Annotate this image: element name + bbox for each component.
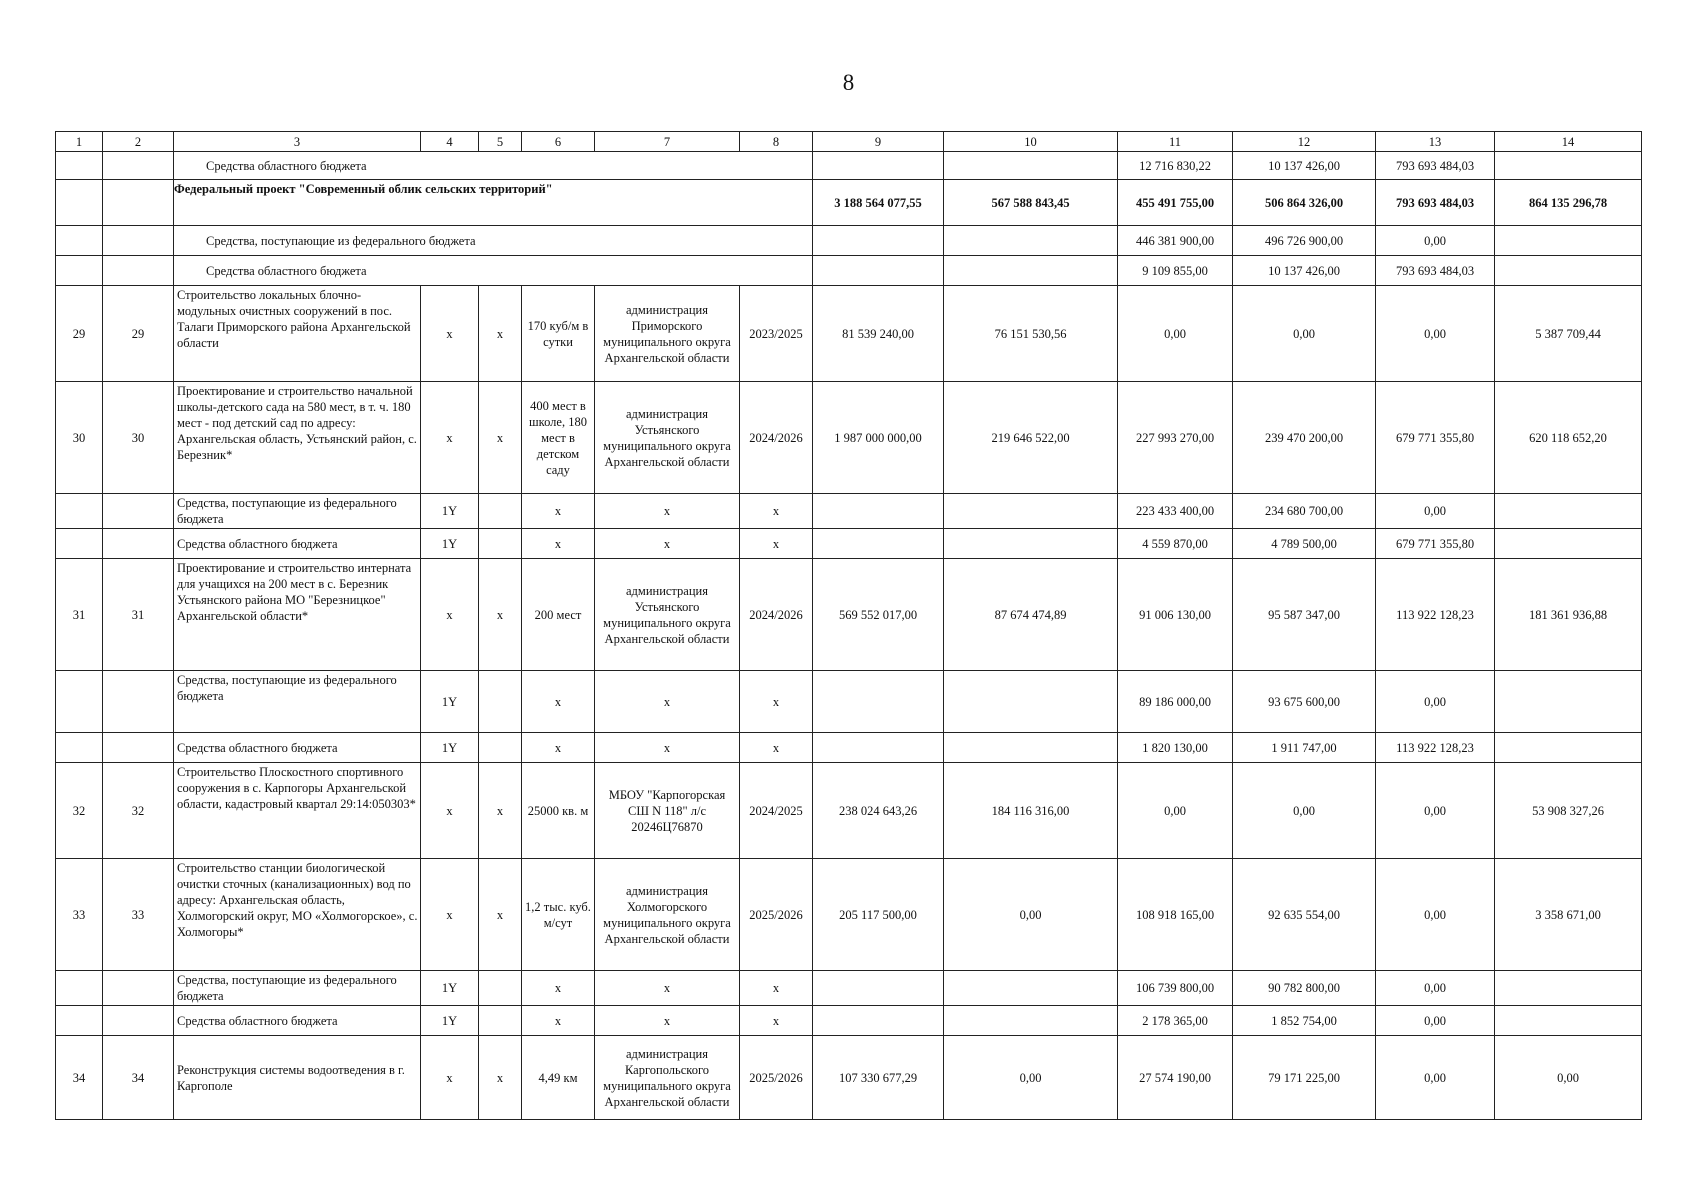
cell: х (479, 859, 522, 971)
row-number: 33 (56, 859, 103, 971)
amount-cell: 90 782 800,00 (1233, 971, 1376, 1006)
column-number: 5 (479, 132, 522, 152)
amount-cell: 91 006 130,00 (1118, 559, 1233, 671)
amount-cell: 92 635 554,00 (1233, 859, 1376, 971)
customer-cell: администрация Устьянского муниципального округа Архангельской области (595, 559, 740, 671)
amount-cell: 12 716 830,22 (1118, 152, 1233, 180)
object-number: 31 (103, 559, 174, 671)
customer-cell: администрация Холмогорского муниципального округа Архангельской области (595, 859, 740, 971)
row-number: 31 (56, 559, 103, 671)
row-number: 30 (56, 382, 103, 494)
cell: х (740, 671, 813, 733)
amount-cell: 223 433 400,00 (1118, 494, 1233, 529)
object-name: Проектирование и строительство начальной школы-детского сада на 580 мест, в т. ч. 180 мест - под детский сад по адресу: Архангельская область, Устьянский район, с. Березник* (174, 382, 421, 494)
amount-cell: 113 922 128,23 (1376, 733, 1495, 763)
amount-cell: 81 539 240,00 (813, 286, 944, 382)
object-name: Строительство локальных блочно-модульных очистных сооружений в пос. Талаги Приморского района Архангельской области (174, 286, 421, 382)
amount-cell: 0,00 (1118, 763, 1233, 859)
table-row (56, 971, 1642, 1006)
cell: х (522, 494, 595, 529)
budget-table (55, 131, 1642, 1120)
table-row (56, 180, 1642, 226)
amount-cell: 446 381 900,00 (1118, 226, 1233, 256)
customer-cell: администрация Устьянского муниципального округа Архангельской области (595, 382, 740, 494)
amount-cell: 95 587 347,00 (1233, 559, 1376, 671)
cell: х (595, 733, 740, 763)
column-number: 9 (813, 132, 944, 152)
cell: х (479, 382, 522, 494)
table-row (56, 152, 1642, 180)
row-number: 34 (56, 1036, 103, 1120)
column-number: 10 (944, 132, 1118, 152)
amount-cell: 0,00 (1118, 286, 1233, 382)
cell: 1Y (421, 529, 479, 559)
amount-cell: 679 771 355,80 (1376, 529, 1495, 559)
cell: х (522, 1006, 595, 1036)
object-number: 34 (103, 1036, 174, 1120)
table-row (56, 286, 1642, 382)
table-row (56, 382, 1642, 494)
column-number: 14 (1495, 132, 1642, 152)
table-row (56, 226, 1642, 256)
amount-cell: 793 693 484,03 (1376, 180, 1495, 226)
column-number: 11 (1118, 132, 1233, 152)
amount-cell: 506 864 326,00 (1233, 180, 1376, 226)
object-number: 29 (103, 286, 174, 382)
column-number: 8 (740, 132, 813, 152)
amount-cell: 4 559 870,00 (1118, 529, 1233, 559)
object-number: 33 (103, 859, 174, 971)
capacity-cell: 400 мест в школе, 180 мест в детском саду (522, 382, 595, 494)
capacity-cell: 170 куб/м в сутки (522, 286, 595, 382)
cell: х (595, 1006, 740, 1036)
period-cell: 2025/2026 (740, 1036, 813, 1120)
cell: х (595, 671, 740, 733)
amount-cell: 0,00 (1233, 286, 1376, 382)
cell: х (421, 559, 479, 671)
cell: х (479, 763, 522, 859)
table-row (56, 859, 1642, 971)
amount-cell: 79 171 225,00 (1233, 1036, 1376, 1120)
amount-cell: 567 588 843,45 (944, 180, 1118, 226)
amount-cell: 87 674 474,89 (944, 559, 1118, 671)
row-number: 29 (56, 286, 103, 382)
customer-cell: администрация Приморского муниципального округа Архангельской области (595, 286, 740, 382)
amount-cell: 0,00 (1376, 763, 1495, 859)
table-row (56, 256, 1642, 286)
amount-cell: 239 470 200,00 (1233, 382, 1376, 494)
amount-cell: 1 911 747,00 (1233, 733, 1376, 763)
object-name: Строительство станции биологической очистки сточных (канализационных) вод по адресу: Архангельская область, Холмогорский округ, МО «Холмогорское», с. Холмогоры* (174, 859, 421, 971)
cell: х (740, 733, 813, 763)
funding-source: Средства областного бюджета (174, 529, 421, 559)
amount-cell: 2 178 365,00 (1118, 1006, 1233, 1036)
funding-source: Средства областного бюджета (174, 733, 421, 763)
cell: 1Y (421, 671, 479, 733)
amount-cell: 76 151 530,56 (944, 286, 1118, 382)
page-number: 8 (842, 70, 855, 95)
federal-project-title: Федеральный проект "Современный облик сельских территорий" (174, 180, 813, 226)
funding-source: Средства, поступающие из федерального бюджета (174, 971, 421, 1006)
cell: х (595, 494, 740, 529)
table-row (56, 1036, 1642, 1120)
amount-cell: 0,00 (1376, 286, 1495, 382)
row-label: Средства, поступающие из федерального бюджета (174, 226, 813, 256)
object-name: Реконструкция системы водоотведения в г. Каргополе (174, 1036, 421, 1120)
amount-cell: 864 135 296,78 (1495, 180, 1642, 226)
column-number-row (56, 132, 1642, 152)
cell: х (421, 859, 479, 971)
amount-cell: 0,00 (1376, 1006, 1495, 1036)
amount-cell: 0,00 (1233, 763, 1376, 859)
funding-source: Средства, поступающие из федерального бюджета (174, 494, 421, 529)
cell: х (421, 286, 479, 382)
amount-cell: 10 137 426,00 (1233, 256, 1376, 286)
amount-cell: 219 646 522,00 (944, 382, 1118, 494)
amount-cell: 113 922 128,23 (1376, 559, 1495, 671)
column-number: 3 (174, 132, 421, 152)
table-row (56, 671, 1642, 733)
cell: х (522, 971, 595, 1006)
row-number: 32 (56, 763, 103, 859)
column-number: 4 (421, 132, 479, 152)
period-cell: 2024/2025 (740, 763, 813, 859)
period-cell: 2024/2026 (740, 559, 813, 671)
capacity-cell: 200 мест (522, 559, 595, 671)
object-number: 30 (103, 382, 174, 494)
funding-source: Средства, поступающие из федерального бюджета (174, 671, 421, 733)
cell: х (421, 1036, 479, 1120)
amount-cell: 0,00 (944, 1036, 1118, 1120)
amount-cell: 234 680 700,00 (1233, 494, 1376, 529)
capacity-cell: 1,2 тыс. куб. м/сут (522, 859, 595, 971)
amount-cell: 455 491 755,00 (1118, 180, 1233, 226)
cell: х (421, 763, 479, 859)
amount-cell: 9 109 855,00 (1118, 256, 1233, 286)
column-number: 13 (1376, 132, 1495, 152)
amount-cell: 1 820 130,00 (1118, 733, 1233, 763)
amount-cell: 793 693 484,03 (1376, 256, 1495, 286)
period-cell: 2023/2025 (740, 286, 813, 382)
funding-source: Средства областного бюджета (174, 1006, 421, 1036)
amount-cell: 569 552 017,00 (813, 559, 944, 671)
customer-cell: администрация Каргопольского муниципального округа Архангельской области (595, 1036, 740, 1120)
cell: х (740, 494, 813, 529)
amount-cell: 5 387 709,44 (1495, 286, 1642, 382)
object-number: 32 (103, 763, 174, 859)
column-number: 7 (595, 132, 740, 152)
column-number: 12 (1233, 132, 1376, 152)
capacity-cell: 25000 кв. м (522, 763, 595, 859)
cell: х (479, 1036, 522, 1120)
capacity-cell: 4,49 км (522, 1036, 595, 1120)
amount-cell: 3 188 564 077,55 (813, 180, 944, 226)
amount-cell: 1 852 754,00 (1233, 1006, 1376, 1036)
object-name: Проектирование и строительство интерната для учащихся на 200 мест в с. Березник Устьянского района МО "Березницкое" Архангельской области* (174, 559, 421, 671)
amount-cell: 184 116 316,00 (944, 763, 1118, 859)
amount-cell: 0,00 (944, 859, 1118, 971)
cell: х (522, 733, 595, 763)
amount-cell: 0,00 (1376, 859, 1495, 971)
amount-cell: 27 574 190,00 (1118, 1036, 1233, 1120)
column-number: 1 (56, 132, 103, 152)
period-cell: 2024/2026 (740, 382, 813, 494)
amount-cell: 0,00 (1376, 671, 1495, 733)
cell: х (595, 971, 740, 1006)
column-number: 2 (103, 132, 174, 152)
amount-cell: 89 186 000,00 (1118, 671, 1233, 733)
cell: х (740, 529, 813, 559)
cell: 1Y (421, 1006, 479, 1036)
amount-cell: 1 987 000 000,00 (813, 382, 944, 494)
period-cell: 2025/2026 (740, 859, 813, 971)
amount-cell: 4 789 500,00 (1233, 529, 1376, 559)
amount-cell: 620 118 652,20 (1495, 382, 1642, 494)
table-row (56, 1006, 1642, 1036)
amount-cell: 108 918 165,00 (1118, 859, 1233, 971)
amount-cell: 10 137 426,00 (1233, 152, 1376, 180)
cell: х (740, 971, 813, 1006)
table-row (56, 529, 1642, 559)
table-row (56, 763, 1642, 859)
amount-cell: 0,00 (1376, 494, 1495, 529)
cell: 1Y (421, 971, 479, 1006)
amount-cell: 238 024 643,26 (813, 763, 944, 859)
table-row (56, 494, 1642, 529)
amount-cell: 93 675 600,00 (1233, 671, 1376, 733)
amount-cell: 679 771 355,80 (1376, 382, 1495, 494)
cell: х (522, 671, 595, 733)
amount-cell: 227 993 270,00 (1118, 382, 1233, 494)
table-row (56, 733, 1642, 763)
row-label: Средства областного бюджета (174, 256, 813, 286)
cell: х (479, 286, 522, 382)
amount-cell: 106 739 800,00 (1118, 971, 1233, 1006)
cell: 1Y (421, 494, 479, 529)
object-name: Строительство Плоскостного спортивного сооружения в с. Карпогоры Архангельской области, кадастровый квартал 29:14:050303* (174, 763, 421, 859)
amount-cell: 205 117 500,00 (813, 859, 944, 971)
amount-cell: 496 726 900,00 (1233, 226, 1376, 256)
amount-cell: 181 361 936,88 (1495, 559, 1642, 671)
amount-cell: 53 908 327,26 (1495, 763, 1642, 859)
cell: х (595, 529, 740, 559)
column-number: 6 (522, 132, 595, 152)
amount-cell: 793 693 484,03 (1376, 152, 1495, 180)
amount-cell: 0,00 (1495, 1036, 1642, 1120)
cell: х (740, 1006, 813, 1036)
amount-cell: 107 330 677,29 (813, 1036, 944, 1120)
cell: х (522, 529, 595, 559)
amount-cell: 0,00 (1376, 226, 1495, 256)
cell: х (479, 559, 522, 671)
cell: 1Y (421, 733, 479, 763)
cell: х (421, 382, 479, 494)
table-row (56, 559, 1642, 671)
amount-cell: 0,00 (1376, 1036, 1495, 1120)
customer-cell: МБОУ "Карпогорская СШ N 118" л/с 20246Ц76870 (595, 763, 740, 859)
row-label: Средства областного бюджета (174, 152, 813, 180)
amount-cell: 3 358 671,00 (1495, 859, 1642, 971)
amount-cell: 0,00 (1376, 971, 1495, 1006)
